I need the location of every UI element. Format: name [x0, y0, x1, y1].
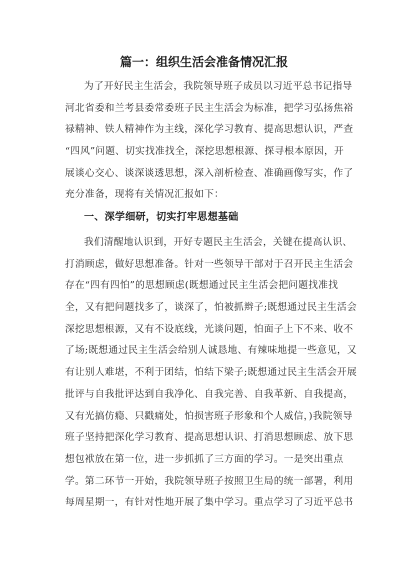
paragraph-line: 禄精神、铁人精神作为主线，深化学习教育、提高思想认识，严查 [65, 124, 354, 136]
paragraph-line: 每周星期一，有针对性地开展了集中学习。重点学习了习近平总书 [65, 497, 354, 509]
paragraph-line: 我们清醒地认识到，开好专题民主生活会，关键在提高认识、 [84, 237, 353, 248]
section-paragraph [65, 232, 355, 514]
paragraph-line: 又有光搞仿瘾、只戳痛处，怕损害班子形象和个人威信，)我院领导 [65, 410, 353, 422]
paragraph-line: 了场;既想通过民主生活会给别人诚恳地、有辣味地提一些意见，又 [65, 345, 357, 357]
document-title: 篇一：组织生活会准备情况汇报 [119, 55, 288, 69]
paragraph-line: 存在“四有四怕”的思想顾虑(既想通过民主生活会把问题找准找 [65, 280, 339, 292]
paragraph-line: 打消顾虑，做好思想准备。针对一些领导干部对于召开民主生活会 [65, 258, 354, 270]
paragraph-line: 班子坚持把深化学习教育、提高思想认识、打消思想顾虑、放下思 [65, 432, 354, 444]
paragraph-line: 充分准备，现将有关情况汇报如下： [65, 189, 225, 201]
paragraph-line: 学。第二环节一开始，我院领导班子按照卫生局的统一部署，利用 [65, 475, 354, 487]
paragraph-line: 河北省委和兰考县委常委班子民主生活会为标准，把学习弘扬焦裕 [65, 102, 354, 114]
paragraph-line: 有让别人难堪，不利于团结，怕结下梁子;既想通过民主生活会开展 [65, 367, 357, 379]
section-heading: 一、深学细研，切实打牢思想基础 [84, 212, 239, 223]
paragraph-line: 展谈心交心、谈深谈透思想，深入剖析检查、准确画像写实，作了 [65, 167, 354, 179]
paragraph-line: 为了开好民主生活会，我院领导班子成员以习近平总书记指导 [84, 81, 353, 92]
paragraph-line: 想包袱放在第一位，进一步抓抓了三方面的学习。一是突出重点 [65, 453, 344, 465]
paragraph-line: 深挖思想根源，又有不设底线，光谈问题，怕面子上下不来、收不 [65, 323, 354, 335]
paragraph-line: 批评与自我批评达到自我净化、自我完善、自我革新、自我提高， [65, 388, 354, 400]
intro-paragraph [65, 76, 355, 206]
paragraph-line: “四风”问题、切实找准找全，深挖思想根源、探寻根本原因，开 [65, 146, 344, 158]
paragraph-line: 全，又有把问题找多了，谈深了，怕被抓辫子;既想通过民主生活会 [65, 302, 357, 314]
